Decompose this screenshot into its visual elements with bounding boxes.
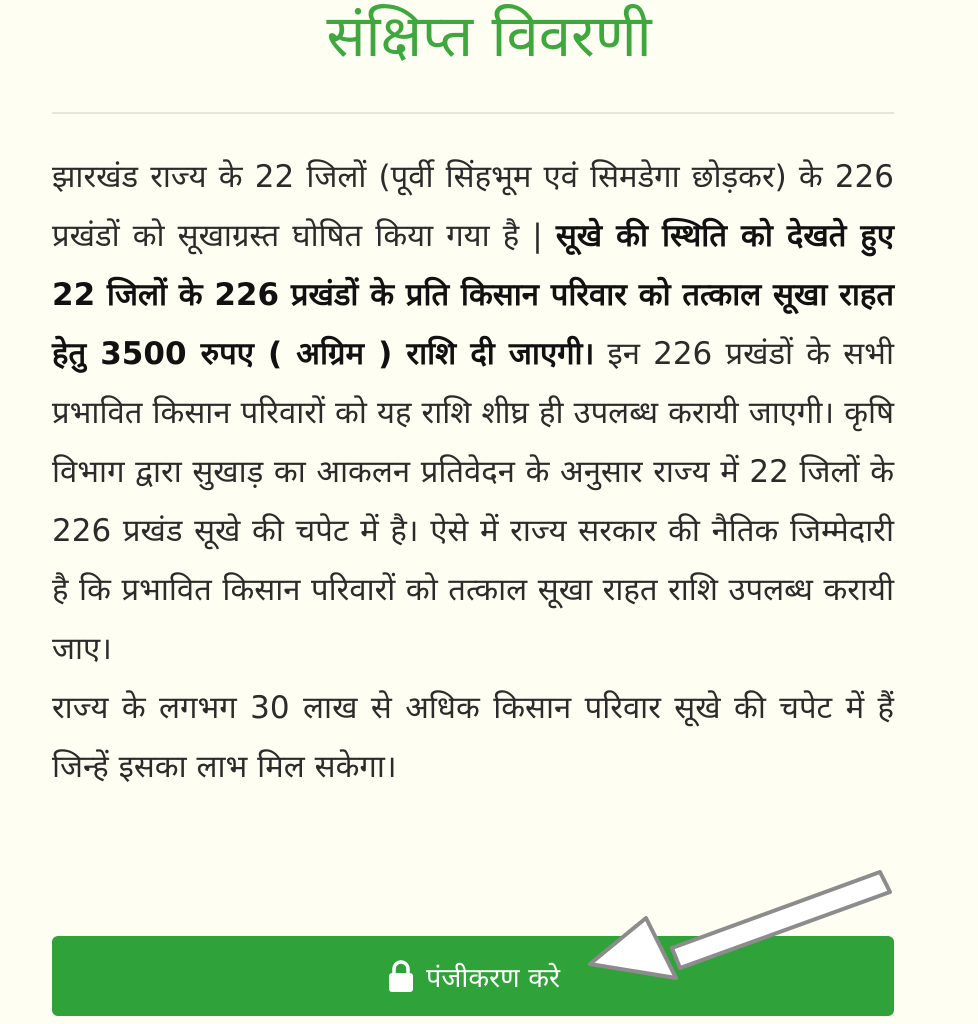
summary-paragraph-2: राज्य के लगभग 30 लाख से अधिक किसान परिवार सूखे की चपेट में हैं जिन्हें इसका लाभ मिल सकेगा। <box>52 690 894 785</box>
title-divider <box>52 112 894 114</box>
lock-icon <box>386 958 416 994</box>
page-title: संक्षिप्त विवरणी <box>326 2 652 70</box>
summary-text-details: इन 226 प्रखंडों के सभी प्रभावित किसान परिवारों को यह राशि शीघ्र ही उपलब्ध करायी जाएगी। कृषि विभाग द्वारा सुखाड़ का आकलन प्रतिवेदन के अनुसार राज्य में 22 जिलों के 226 प्रखंड सूखे की चपेट में है। ऐसे में राज्य सरकार की नैतिक जिम्मेदारी है कि प्रभावित किसान परिवारों को तत्काल सूखा राहत राशि उपलब्ध करायी जाए। <box>52 336 894 667</box>
summary-text-highlight: सूखे की स्थिति को देखते हुए 22 जिलों के 226 प्रखंडों के प्रति किसान परिवार को तत्काल सूखा राहत हेतु 3500 रुपए ( अग्रिम ) राशि दी जाएगी। <box>52 218 894 372</box>
register-button-label: पंजीकरण करे <box>425 962 561 994</box>
summary-content <box>52 148 894 797</box>
summary-paragraph-1 <box>52 148 894 679</box>
summary-text-intro: झारखंड राज्य के 22 जिलों (पूर्वी सिंहभूम एवं सिमडेगा छोड़कर) के 226 प्रखंडों को सूखाग्रस्त घोषित किया गया है | <box>52 159 894 254</box>
register-button[interactable] <box>52 936 894 1016</box>
